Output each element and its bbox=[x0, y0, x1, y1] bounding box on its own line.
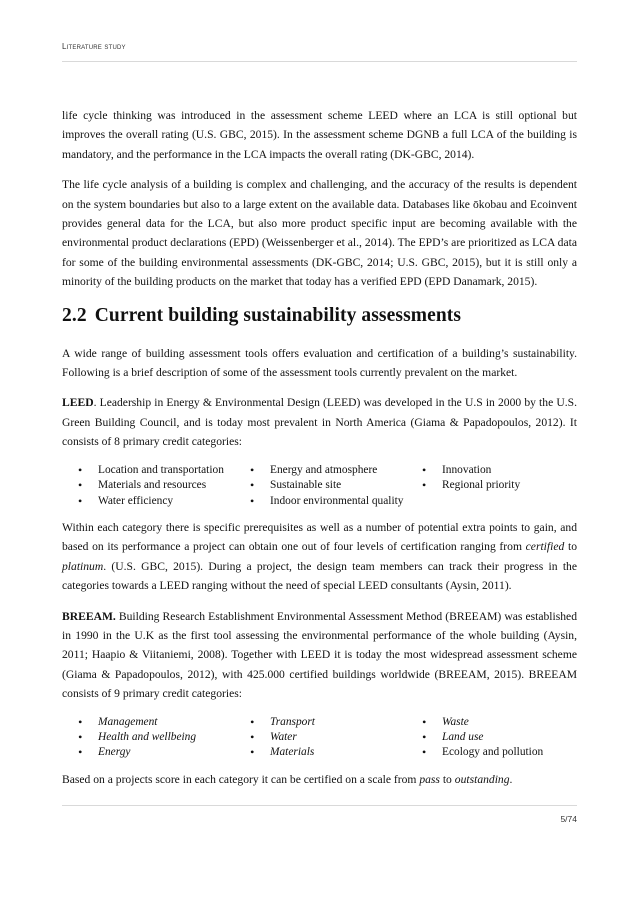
leed-description: . Leadership in Energy & Environmental Design (LEED) was developed in the U.S in 2000 by the U.S. Green Building Council, and is today most prevalent in North America (Giama & Papadopoulos, 2012). It consists of 8 primary credit categories: bbox=[62, 396, 577, 449]
list-item: • Management bbox=[78, 715, 234, 730]
section-heading bbox=[62, 304, 577, 328]
level-pass: pass bbox=[419, 772, 440, 786]
page-body bbox=[62, 106, 577, 800]
page-number: 5/74 bbox=[560, 814, 577, 824]
list-item: • Ecology and pollution bbox=[422, 745, 577, 760]
leed-category-column bbox=[62, 463, 234, 509]
list-item: • Water efficiency bbox=[78, 494, 234, 509]
breeam-category-column bbox=[234, 715, 406, 761]
paragraph-lca-schemes: life cycle thinking was introduced in the assessment scheme LEED where an LCA is still optional but improves the overall rating (U.S. GBC, 2015). In the assessment scheme DGNB a full LCA of the building is mandatory, and the performance in the LCA impacts the overall rating (DK-GBC, 2014). bbox=[62, 109, 577, 161]
text-run: . bbox=[509, 772, 513, 786]
breeam-category-list bbox=[62, 715, 577, 761]
leed-name: LEED bbox=[62, 396, 94, 410]
list-item: • Waste bbox=[422, 715, 577, 730]
list-item: • Energy and atmosphere bbox=[250, 463, 406, 478]
list-item: • Regional priority bbox=[422, 478, 577, 493]
list-item: • Indoor environmental quality bbox=[250, 494, 406, 509]
section-intro: A wide range of building assessment tools offers evaluation and certification of a building’s sustainability. Following is a brief description of some of the assessment tools currently prevalent on the market. bbox=[62, 346, 577, 380]
level-outstanding: outstanding bbox=[454, 772, 510, 786]
leed-category-column bbox=[406, 463, 577, 509]
leed-paragraph bbox=[62, 393, 577, 451]
breeam-paragraph bbox=[62, 607, 577, 704]
section-number: 2.2 bbox=[62, 304, 87, 326]
breeam-name: BREEAM. bbox=[62, 609, 116, 623]
list-item: • Transport bbox=[250, 715, 406, 730]
level-certified: certified bbox=[525, 540, 565, 554]
list-item: • Health and wellbeing bbox=[78, 730, 234, 745]
list-item: • Innovation bbox=[422, 463, 577, 478]
breeam-certification-paragraph bbox=[62, 770, 577, 789]
leed-certification-paragraph bbox=[62, 518, 577, 596]
breeam-category-column bbox=[62, 715, 234, 761]
text-run: . (U.S. GBC, 2015). During a project, the design team members can track their progress in the categories towards a LEED ranging without the need of special LEED consultants (Aysin, 2011). bbox=[62, 559, 577, 593]
list-item: • Materials bbox=[250, 745, 406, 760]
section-title: Current building sustainability assessments bbox=[94, 304, 462, 326]
text-run: to bbox=[439, 772, 455, 786]
header-rule bbox=[62, 61, 577, 62]
breeam-category-column bbox=[406, 715, 577, 761]
paragraph-lca-data: The life cycle analysis of a building is complex and challenging, and the accuracy of the results is dependent on the system boundaries but also to a large extent on the available data. Databases like ōkobau and Ecoinvent provides general data for the LCA, but also more product specific input are becoming available with the environmental product declarations (EPD) (Weissenberger et al., 2014). The EPD’s are prioritized as LCA data for some of the building environmental assessments (DK-GBC, 2014; U.S. GBC, 2015), but it is still only a minority of the building products on the market that today has a verified EPD (EPD Danamark, 2015). bbox=[62, 178, 577, 289]
text-run: Within each category there is specific prerequisites as well as a number of potential extra points to gain, and based on its performance a project can obtain one out of four levels of certification ranging from bbox=[62, 520, 577, 554]
list-item: • Energy bbox=[78, 745, 234, 760]
list-item: • Water bbox=[250, 730, 406, 745]
footer-rule bbox=[62, 805, 577, 806]
list-item: • Location and transportation bbox=[78, 463, 234, 478]
text-run: Based on a projects score in each category it can be certified on a scale from bbox=[62, 772, 420, 786]
breeam-description: Building Research Establishment Environmental Assessment Method (BREEAM) was established in 1990 in the U.K as the first tool assessing the environmental performance of the whole building (Aysin, 2011; Haapio & Viitaniemi, 2008). Together with LEED it is today the most widespread assessment scheme (Giama & Papadopoulos, 2012), with 425.000 certified buildings worldwide (BREEAM, 2015). BREEAM consists of 9 primary credit categories: bbox=[62, 609, 577, 701]
leed-category-column bbox=[234, 463, 406, 509]
list-item: • Sustainable site bbox=[250, 478, 406, 493]
text-run: to bbox=[564, 540, 577, 554]
list-item: • Land use bbox=[422, 730, 577, 745]
list-item: • Materials and resources bbox=[78, 478, 234, 493]
level-platinum: platinum bbox=[62, 559, 104, 573]
running-header: Literature study bbox=[62, 42, 126, 51]
leed-category-list bbox=[62, 463, 577, 509]
